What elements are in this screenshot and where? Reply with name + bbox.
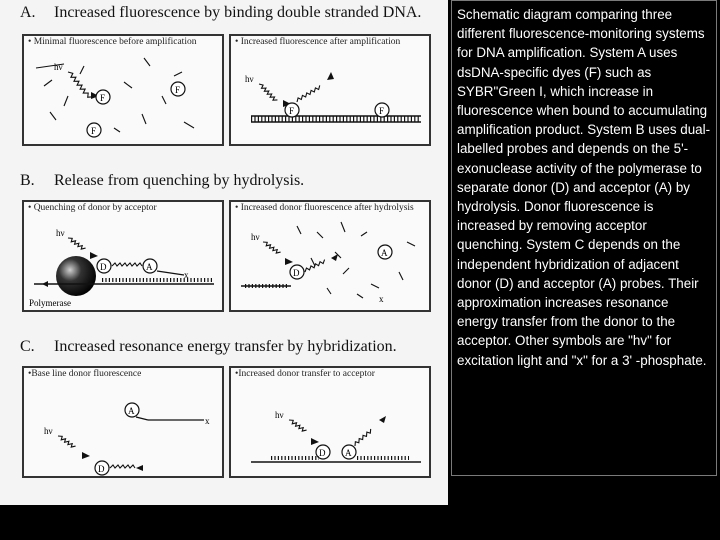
light-label: hν [54, 62, 63, 72]
section-c-title: Increased resonance energy transfer by hybridization. [54, 338, 397, 355]
section-c-heading [20, 338, 397, 356]
light-label: hν [251, 232, 260, 242]
donor-label: D [293, 268, 300, 278]
acceptor-label: A [381, 248, 388, 258]
panel-b2-drawing [231, 202, 429, 310]
panel-c2-label: •Increased donor transfer to acceptor [235, 369, 375, 379]
panel-b1-label: • Quenching of donor by acceptor [28, 203, 157, 213]
panel-c1-drawing [24, 368, 222, 476]
panel-b1 [22, 200, 224, 312]
acceptor-label: A [128, 406, 135, 416]
dna-strand [251, 458, 421, 462]
donor-label: D [100, 262, 107, 272]
panel-c2-drawing [231, 368, 429, 476]
caption-text: Schematic diagram comparing three different fluorescence-monitoring systems for DNA amplification. System A uses dsDNA-specific dyes (F) such as SYBR"Green I, which increase in fluorescence when bound to accumulating amplification product. System B uses dual-labelled probes and depends on the 5'-exonuclease activity of the polymerase to separate donor (D) and acceptor (A) by hydrolysis. Donor fluorescence is increased by removing acceptor quenching. System C depends on the independent hybridization of adjacent donor (D) and acceptor (A) probes. Their approximation increases resonance energy transfer from the donor to the acceptor. Other symbols are "hv" for excitation light and "x" for a 3' -phosphate. [451, 0, 717, 476]
panel-a1 [22, 34, 224, 146]
panel-c1 [22, 366, 224, 478]
bottom-strip [0, 505, 448, 540]
phosphate-label: x [379, 294, 384, 304]
panel-b2-label: • Increased donor fluorescence after hydrolysis [235, 203, 414, 213]
dye-label: F [100, 93, 106, 103]
donor-label: D [319, 448, 326, 458]
light-label: hν [56, 228, 65, 238]
donor-label: D [98, 464, 105, 474]
panel-a2 [229, 34, 431, 146]
panel-a1-label: • Minimal fluorescence before amplification [28, 37, 197, 47]
acceptor-label: A [146, 262, 153, 272]
acceptor-label: A [345, 448, 352, 458]
section-a-title: Increased fluorescence by binding double stranded DNA. [54, 4, 422, 21]
dye-label: F [175, 85, 181, 95]
phosphate-label: x [205, 416, 210, 426]
panel-c2 [229, 366, 431, 478]
dye-label: F [91, 126, 97, 136]
light-label: hν [275, 410, 284, 420]
light-label: hν [245, 74, 254, 84]
section-b-letter: B. [20, 172, 35, 189]
section-b-heading [20, 172, 304, 190]
panel-a2-label: • Increased fluorescence after amplification [235, 37, 401, 47]
section-a-heading [20, 4, 421, 22]
panel-a2-drawing [231, 36, 429, 144]
section-b-title: Release from quenching by hydrolysis. [54, 172, 305, 189]
dye-label: F [289, 106, 295, 116]
section-a-letter: A. [20, 4, 36, 21]
panel-b1-drawing [24, 202, 222, 310]
panel-c1-label: •Base line donor fluorescence [28, 369, 142, 379]
excitation-light [54, 62, 99, 99]
dye-label: F [379, 106, 385, 116]
polymerase-label: Polymerase [29, 298, 71, 308]
section-c-letter: C. [20, 338, 35, 355]
phosphate-label: x [184, 270, 189, 280]
dna-duplex [251, 116, 421, 122]
panel-a1-drawing [24, 36, 222, 144]
polymerase-shape [56, 256, 96, 296]
light-label: hν [44, 426, 53, 436]
panel-b2 [229, 200, 431, 312]
